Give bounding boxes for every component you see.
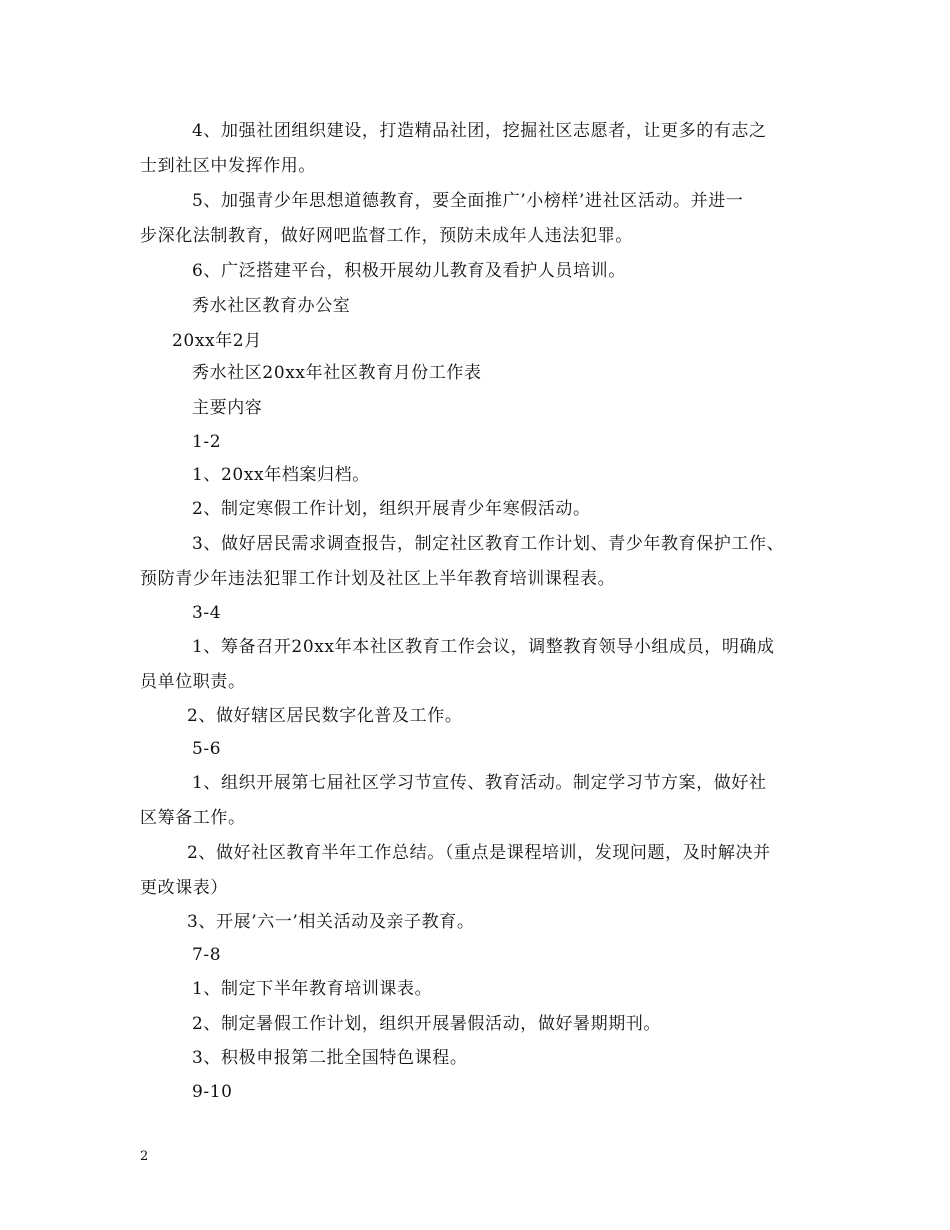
text-line: 预防青少年违法犯罪工作计划及社区上半年教育培训课程表。 [140,569,616,589]
table-title: 秀水社区20xx年社区教育月份工作表 [192,363,482,383]
text-line: 区筹备工作。 [140,808,246,828]
month-range: 1-2 [192,432,222,452]
month-range: 7-8 [192,945,222,965]
text-line: 1、20xx年档案归档。 [192,465,370,485]
month-range: 3-4 [192,603,222,623]
text-line: 1、组织开展第七届社区学习节宣传、教育活动。制定学习节方案，做好社 [192,773,767,793]
text-line: 2、制定寒假工作计划，组织开展青少年寒假活动。 [192,499,591,519]
text-line: 士到社区中发挥作用。 [140,156,316,176]
text-line: 6、广泛搭建平台，积极开展幼儿教育及看护人员培训。 [192,261,626,281]
signature-date: 20xx年2月 [172,331,262,351]
signature-office: 秀水社区教育办公室 [192,296,351,316]
text-line: 步深化法制教育，做好网吧监督工作，预防未成年人违法犯罪。 [140,226,633,246]
month-range: 5-6 [192,739,222,759]
text-line: 1、筹备召开20xx年本社区教育工作会议，调整教育领导小组成员，明确成 [192,637,775,657]
text-line: 1、制定下半年教育培训课表。 [192,979,433,999]
text-line: 3、做好居民需求调查报告，制定社区教育工作计划、青少年教育保护工作、 [192,534,785,554]
month-range: 9-10 [192,1082,233,1102]
text-line: 4、加强社团组织建设，打造精品社团，挖掘社区志愿者，让更多的有志之 [192,121,767,141]
text-line: 3、积极申报第二批全国特色课程。 [192,1048,468,1068]
text-line: 更改课表） [140,878,228,898]
column-heading: 主要内容 [192,398,263,418]
text-line: 2、做好辖区居民数字化普及工作。 [187,706,463,726]
text-line: 3、开展’六一’相关活动及亲子教育。 [187,912,475,932]
text-line: 5、加强青少年思想道德教育，要全面推广’小榜样’进社区活动。并进一 [192,191,744,211]
text-line: 2、做好社区教育半年工作总结。（重点是课程培训，发现问题，及时解决并 [187,843,771,863]
text-line: 2、制定暑假工作计划，组织开展暑假活动，做好暑期期刊。 [192,1014,662,1034]
text-line: 员单位职责。 [140,672,246,692]
page-number: 2 [140,1149,149,1164]
